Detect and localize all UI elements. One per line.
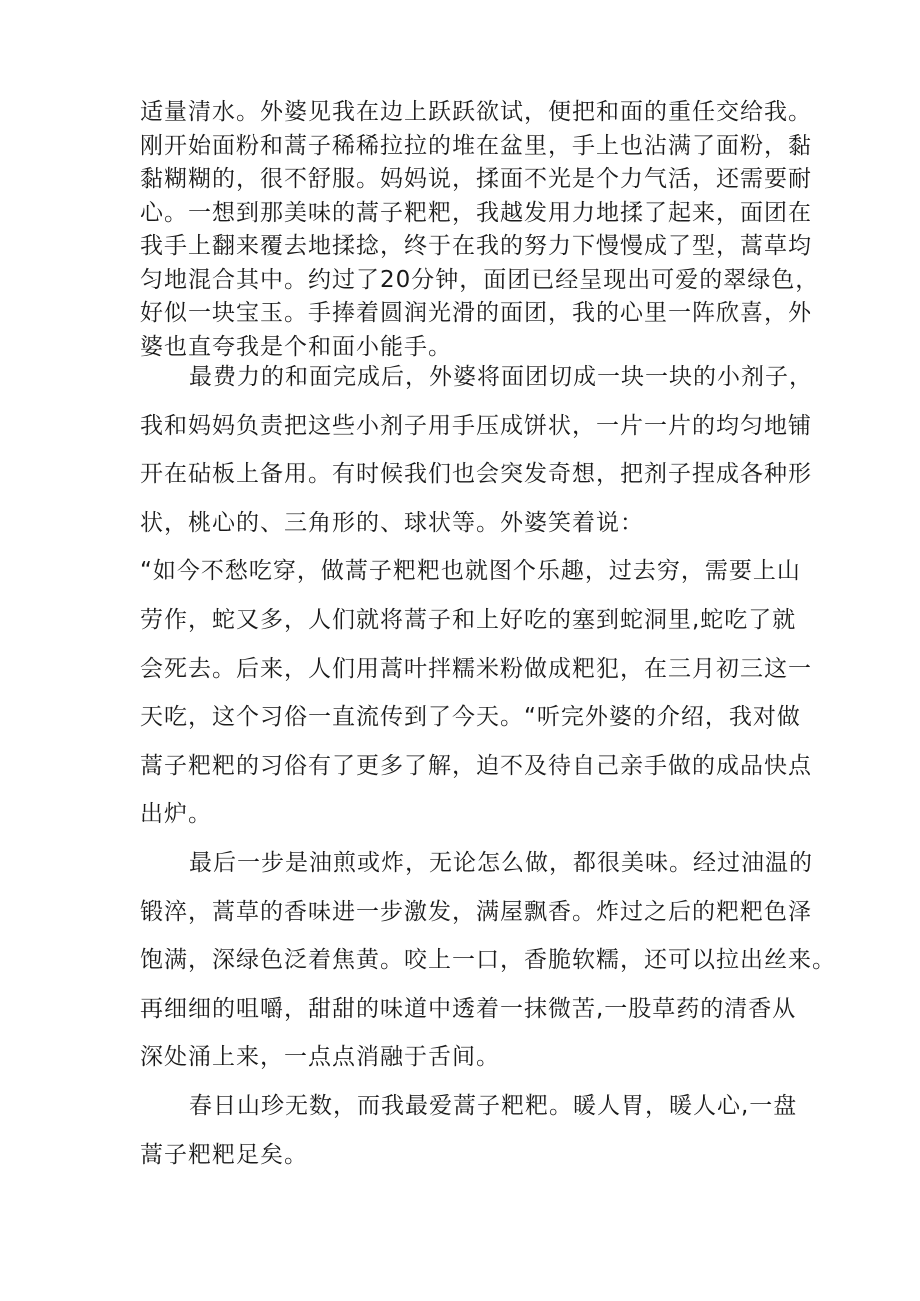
body-paragraphs — [140, 353, 836, 1179]
text-line: 黏糊糊的，很不舒服。妈妈说，揉面不光是个力气活，还需要耐 — [140, 166, 812, 192]
text-line: “如今不愁吃穿，做蒿子粑粑也就图个乐趣，过去穷，需要上山 — [140, 558, 801, 585]
text-line: 婆也直夸我是个和面小能手。 — [140, 333, 452, 360]
text-line: 匀地混合其中。约过了20分钟，面团已经呈现出可爱的翠绿色， — [140, 266, 820, 293]
text-line: 锻淬，蒿草的香味进一步激发，满屋飘香。炸过之后的粑粑色泽 — [140, 898, 812, 925]
text-line: 状，桃心的、三角形的、球状等。外婆笑着说： — [140, 509, 644, 536]
text-line: 好似一块宝玉。手捧着圆润光滑的面团，我的心里一阵欣喜，外 — [140, 300, 812, 326]
text-line: 我和妈妈负责把这些小剂子用手压成饼状，一片一片的均匀地铺 — [140, 412, 812, 439]
paragraph-3 — [140, 839, 836, 1082]
paragraph-2 — [140, 353, 813, 839]
text-line: 蒿子粑粑的习俗有了更多了解，迫不及待自己亲手做的成品快点 — [140, 752, 812, 779]
text-line: 刚开始面粉和蒿子稀稀拉拉的堆在盆里，手上也沾满了面粉，黏 — [140, 132, 812, 159]
text-line: 劳作，蛇又多，人们就将蒿子和上好吃的塞到蛇洞里,蛇吃了就 — [140, 606, 797, 633]
text-line: 深处涌上来，一点点消融于舌间。 — [140, 1044, 500, 1071]
text-line: 适量清水。外婆见我在边上跃跃欲试，便把和面的重任交给我。 — [140, 99, 812, 125]
text-line: 再细细的咀嚼，甜甜的味道中透着一抹微苦,一股草药的清香从 — [140, 995, 797, 1022]
text-line: 会死去。后来，人们用蒿叶拌糯米粉做成粑犯，在三月初三这一 — [140, 655, 812, 682]
paragraph-4 — [140, 1082, 798, 1179]
text-line: 出炉。 — [140, 801, 212, 828]
paragraph-1 — [140, 96, 820, 364]
text-line: 饱满，深绿色泛着焦黄。咬上一口，香脆软糯，还可以拉出丝来。 — [140, 947, 836, 974]
text-line: 蒿子粑粑足矣。 — [140, 1141, 308, 1168]
text-line: 心。一想到那美味的蒿子粑粑，我越发用力地揉了起来，面团在 — [140, 199, 812, 226]
text-line: 我手上翻来覆去地揉捻，终于在我的努力下慢慢成了型，蒿草均 — [140, 233, 812, 259]
text-line: 天吃，这个习俗一直流传到了今天。“听完外婆的介绍，我对做 — [140, 704, 801, 731]
text-line: 开在砧板上备用。有时候我们也会突发奇想，把剂子捏成各种形 — [140, 461, 812, 488]
text-line: 最后一步是油煎或炸，无论怎么做，都很美味。经过油温的 — [189, 849, 813, 876]
text-line: 最费力的和面完成后，外婆将面团切成一块一块的小剂子， — [189, 364, 813, 390]
text-line: 春日山珍无数，而我最爱蒿子粑粑。暖人胃，暖人心,一盘 — [189, 1092, 798, 1119]
